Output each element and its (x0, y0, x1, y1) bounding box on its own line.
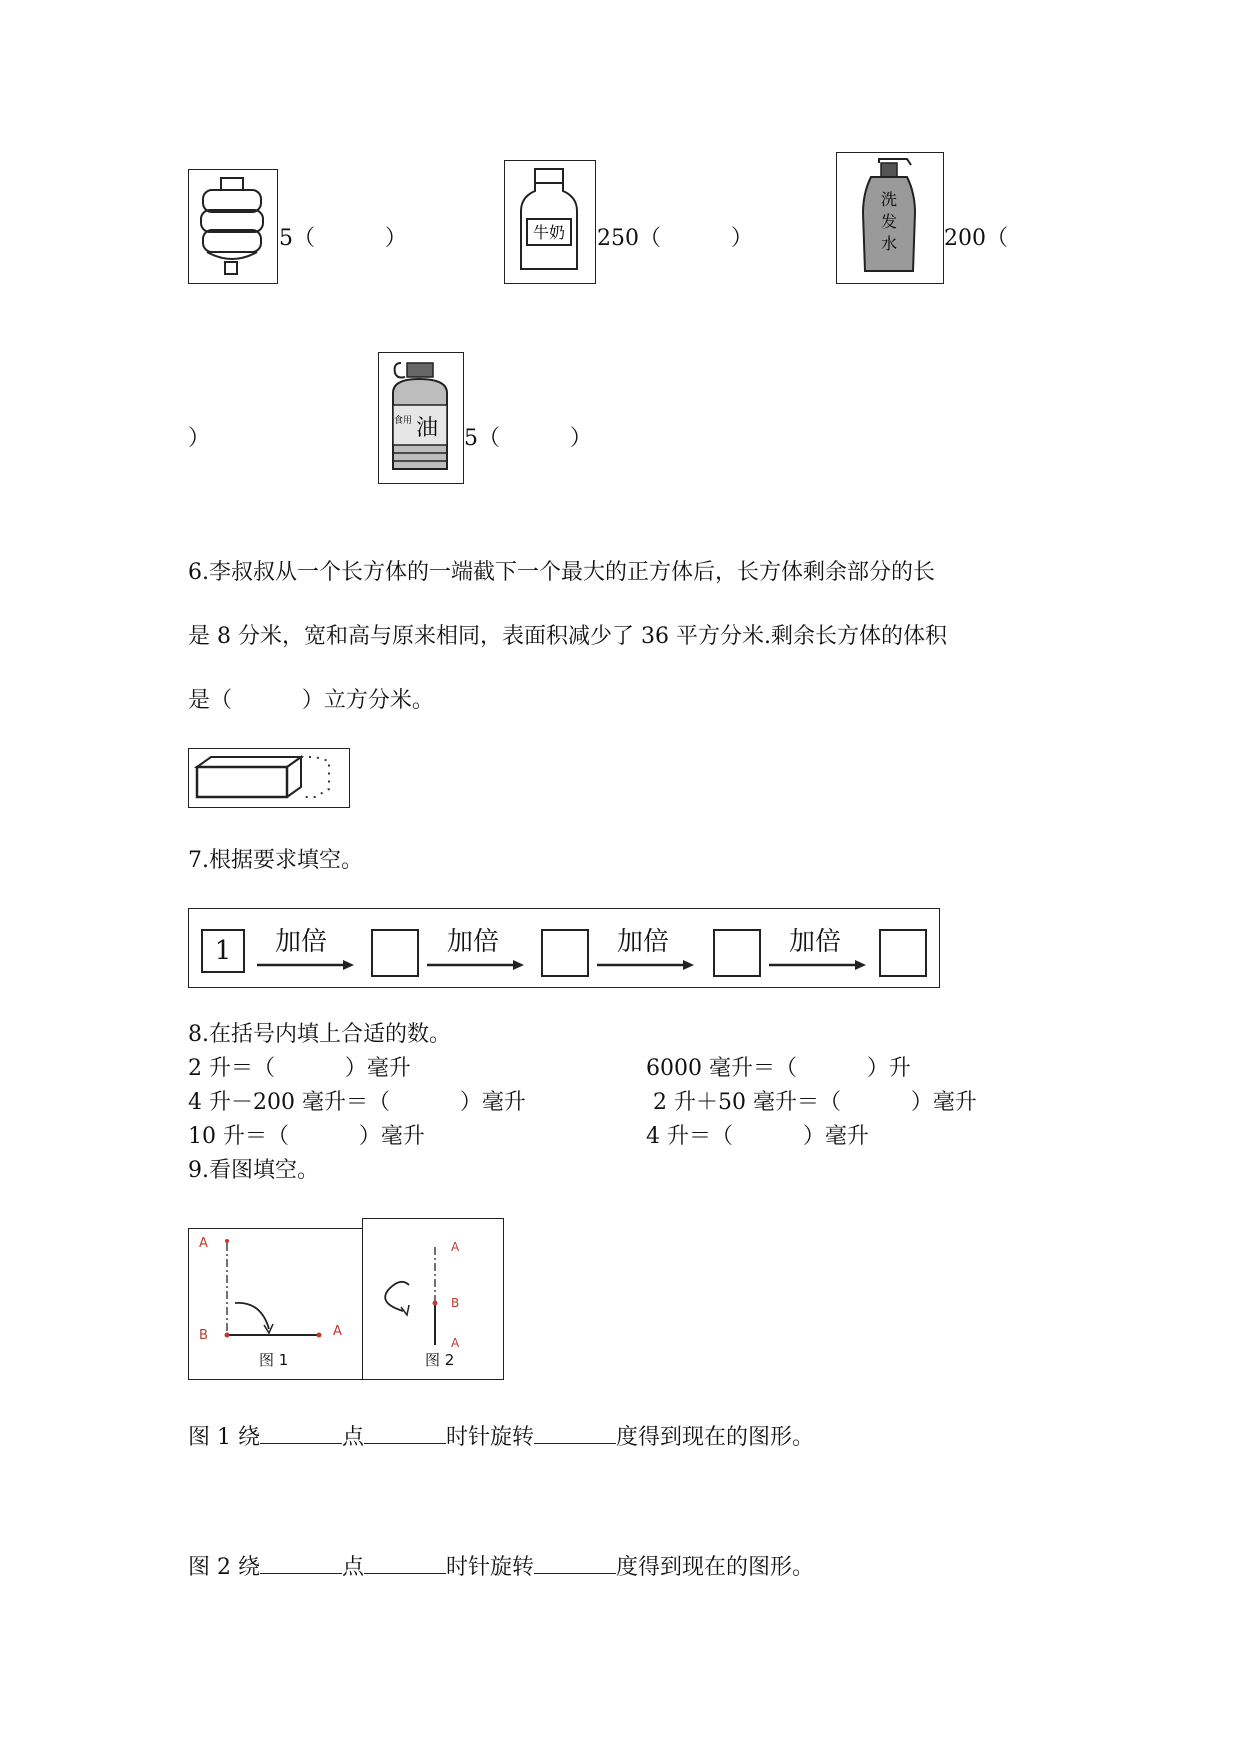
chain-answer-box-1[interactable] (371, 929, 419, 977)
oil-label-small: 食用 (393, 416, 413, 426)
q7-title: 7.根据要求填空。 (188, 848, 363, 873)
q9-title: 9.看图填空。 (188, 1158, 319, 1183)
chain-op-4: 加倍 (789, 927, 842, 957)
figure-1 (188, 1228, 364, 1380)
q9-ans1-blank-3[interactable] (534, 1423, 616, 1444)
q9-ans1-d: 度得到现在的图形。 (616, 1425, 815, 1450)
q9-answer-1 (188, 1420, 814, 1451)
fig1-end-label: A (333, 1324, 342, 1339)
q6-line-1: 6.李叔叔从一个长方体的一端截下一个最大的正方体后，长方体剩余部分的长 (188, 560, 935, 585)
shampoo-bottle-icon (837, 153, 942, 282)
q9-ans1-b: 点 (341, 1425, 364, 1450)
q9-ans1-a: 图 1 绕 (188, 1425, 260, 1450)
q9-ans2-blank-1[interactable] (260, 1553, 342, 1574)
fig2-top-label: A (451, 1240, 460, 1254)
chain-start-box (201, 929, 245, 973)
chain-answer-box-3[interactable] (713, 929, 761, 977)
q9-ans2-b: 点 (341, 1555, 364, 1580)
q9-answer-2 (188, 1550, 814, 1581)
water-jug-icon (189, 170, 276, 282)
item-oil-value: 5（ ） (464, 426, 592, 451)
item-shampoo-value: 200（ (944, 226, 1008, 251)
q9-ans2-blank-2[interactable] (364, 1553, 446, 1574)
fig2-mid-label: B (451, 1296, 460, 1310)
q9-ans2-d: 度得到现在的图形。 (616, 1555, 815, 1580)
q9-ans1-blank-2[interactable] (364, 1423, 446, 1444)
row2-lead: ） (188, 426, 211, 451)
q8-left-1: 2 升＝（ ）毫升 (188, 1056, 411, 1081)
q9-ans2-a: 图 2 绕 (188, 1555, 260, 1580)
item-water-value: 5（ ） (279, 226, 407, 251)
water-jug-picture (188, 169, 278, 284)
item-milk-value: 250（ ） (597, 226, 753, 251)
milk-label: 牛奶 (532, 223, 566, 242)
chain-op-3: 加倍 (617, 927, 670, 957)
oil-bottle-icon (379, 353, 462, 482)
shampoo-label-1: 洗 (880, 190, 898, 209)
oil-label-big: 油 (415, 416, 439, 441)
shampoo-label-2: 发 (880, 212, 898, 231)
chain-start-value: 1 (214, 936, 232, 966)
fig1-caption: 图 1 (259, 1351, 289, 1369)
shampoo-label-3: 水 (880, 234, 898, 253)
q9-ans1-c: 时针旋转 (446, 1425, 535, 1450)
q9-ans2-c: 时针旋转 (446, 1555, 535, 1580)
fig2-caption: 图 2 (425, 1351, 455, 1369)
milk-bottle-icon (505, 161, 594, 282)
chain-answer-box-4[interactable] (879, 929, 927, 977)
q8-left-3: 10 升＝（ ）毫升 (188, 1124, 425, 1149)
chain-arrow-1 (257, 959, 355, 971)
q8-right-3: 4 升＝（ ）毫升 (646, 1124, 869, 1149)
chain-answer-box-2[interactable] (541, 929, 589, 977)
doubling-chain (188, 908, 940, 988)
shampoo-bottle-picture (836, 152, 944, 284)
chain-op-1: 加倍 (275, 927, 328, 957)
q6-line-3: 是（ ）立方分米。 (188, 688, 434, 713)
q6-line-2: 是 8 分米，宽和高与原来相同，表面积减少了 36 平方分米.剩余长方体的体积 (188, 624, 947, 649)
fig2-bottom-label: A (451, 1336, 460, 1350)
q8-right-2: 2 升＋50 毫升＝（ ）毫升 (646, 1090, 977, 1115)
q9-ans1-blank-1[interactable] (260, 1423, 342, 1444)
oil-bottle-picture (378, 352, 464, 484)
q8-right-1: 6000 毫升＝（ ）升 (646, 1056, 911, 1081)
q8-title: 8.在括号内填上合适的数。 (188, 1022, 451, 1047)
chain-op-2: 加倍 (447, 927, 500, 957)
q8-left-2: 4 升－200 毫升＝（ ）毫升 (188, 1090, 526, 1115)
figure-2 (362, 1218, 504, 1380)
chain-arrow-4 (769, 959, 867, 971)
fig1-top-label: A (199, 1236, 208, 1251)
q9-ans2-blank-3[interactable] (534, 1553, 616, 1574)
cuboid-icon (189, 749, 348, 806)
chain-arrow-2 (427, 959, 525, 971)
cuboid-picture (188, 748, 350, 808)
chain-arrow-3 (597, 959, 695, 971)
fig1-corner-label: B (199, 1328, 208, 1343)
milk-bottle-picture (504, 160, 596, 284)
